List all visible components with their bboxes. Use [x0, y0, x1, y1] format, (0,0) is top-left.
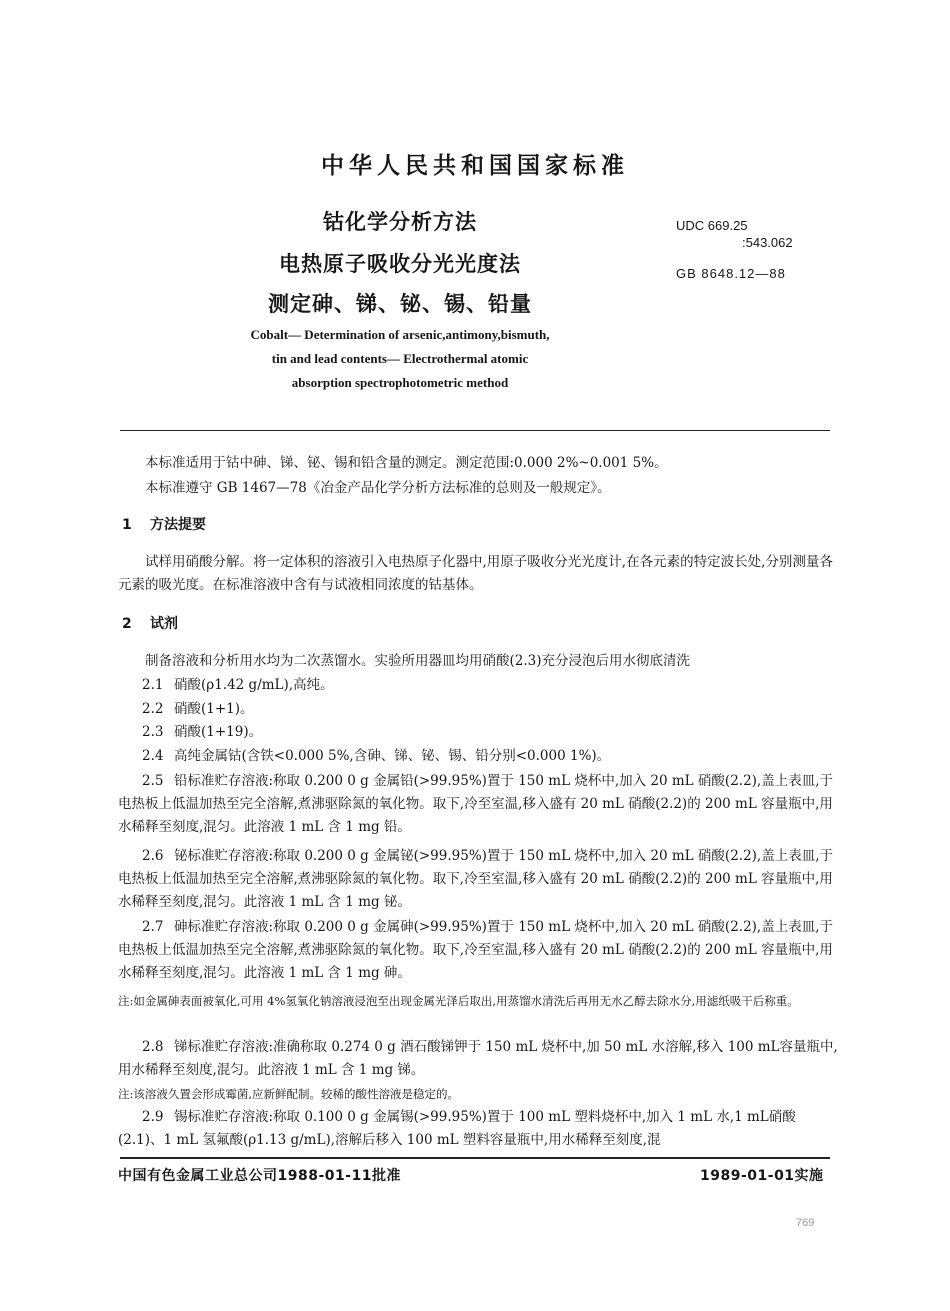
item-text: 锑标准贮存溶液:准确称取 0.274 0 g 酒石酸锑钾于 150 mL 烧杯中,加 50 mL 水溶解,移入 100 mL容量瓶中,用水稀释至刻度,混匀。此溶液 1 mL 含 1 mg 锑。: [118, 1039, 838, 1078]
english-title-line-1: Cobalt— Determination of arsenic,antimony,bismuth,: [250, 327, 550, 342]
item-text: 硝酸(1+1)。: [174, 701, 254, 717]
section-1-title: 方法提要: [150, 517, 206, 533]
note-arsenic: 注:如金属砷表面被氧化,可用 4%氢氧化钠溶液浸泡至出现金属光泽后取出,用蒸馏水清洗后再用无水乙醇去除水分,用滤纸吸干后称重。: [118, 994, 799, 1008]
document-title-line-2: 电热原子吸收分光光度法: [279, 252, 521, 276]
reagent-item: [118, 916, 838, 985]
udc-code-continued: :543.062: [742, 235, 793, 250]
item-text: 砷标准贮存溶液:称取 0.200 0 g 金属砷(>99.95%)置于 150 mL 烧杯中,加入 20 mL 硝酸(2.2),盖上表皿,于电热板上低温加热至完全溶解,煮沸驱除氮的氧化物。取下,冷至室温,移入盛有 20 mL 硝酸(2.2)的 200 mL 容量瓶中,用水稀释至刻度,混匀。此溶液 1 mL 含 1 mg 砷。: [118, 919, 834, 981]
footer-divider: [120, 1157, 830, 1159]
header-divider: [120, 430, 830, 431]
item-number: 2.7: [142, 919, 164, 935]
intro-scope: 本标准适用于钴中砷、锑、铋、锡和铅含量的测定。测定范围:0.000 2%~0.001 5%。: [145, 455, 668, 471]
item-number: 2.1: [142, 677, 164, 693]
document-title-line-1: 钴化学分析方法: [323, 210, 477, 234]
item-number: 2.8: [142, 1039, 164, 1055]
document-title-line-3: 测定砷、锑、铋、锡、铅量: [268, 292, 532, 316]
effective-date: 1989-01-01实施: [700, 1168, 824, 1184]
item-text: 铅标准贮存溶液:称取 0.200 0 g 金属铅(>99.95%)置于 150 mL 烧杯中,加入 20 mL 硝酸(2.2),盖上表皿,于电热板上低温加热至完全溶解,煮沸驱除氮的氧化物。取下,冷至室温,移入盛有 20 mL 硝酸(2.2)的 200 mL 容量瓶中,用水稀释至刻度,混匀。此溶液 1 mL 含 1 mg 铅。: [118, 773, 834, 835]
english-title-line-2: tin and lead contents— Electrothermal atomic: [271, 351, 529, 366]
gb-standard-number: GB 8648.12—88: [676, 266, 786, 281]
item-text: 硝酸(1+19)。: [174, 724, 263, 740]
section-2-title: 试剂: [150, 616, 178, 632]
item-text: 锡标准贮存溶液:称取 0.100 0 g 金属锡(>99.95%)置于 100 mL 塑料烧杯中,加入 1 mL 水,1 mL硝酸(2.1)、1 mL 氢氟酸(ρ1.13 g/mL),溶解后移入 100 mL 塑料容量瓶中,用水稀释至刻度,混: [118, 1109, 796, 1148]
section-1-heading: [122, 514, 206, 534]
item-text: 硝酸(ρ1.42 g/mL),高纯。: [174, 677, 334, 693]
reagent-item: [118, 1106, 838, 1152]
item-number: 2.6: [142, 848, 164, 864]
item-number: 2.4: [142, 748, 164, 764]
note-antimony: 注:该溶液久置会形成霉菌,应新鲜配制。较稀的酸性溶液是稳定的。: [118, 1087, 460, 1101]
reagent-item: [118, 1036, 838, 1082]
item-text: 高纯金属钴(含铁<0.000 5%,含砷、锑、铋、锡、铅分别<0.000 1%)。: [174, 748, 611, 764]
item-number: 2.5: [142, 773, 164, 789]
reagent-item: [118, 770, 838, 839]
reagent-item: [118, 845, 838, 914]
approval-line: 中国有色金属工业总公司1988-01-11批准: [118, 1168, 402, 1184]
reagent-item: [118, 745, 838, 768]
item-number: 2.3: [142, 724, 164, 740]
section-2-number: 2: [122, 616, 132, 632]
page-number: 769: [796, 1217, 815, 1229]
section-1-text: 试样用硝酸分解。将一定体积的溶液引入电热原子化器中,用原子吸收分光光度计,在各元素的特定波长处,分别测量各元素的吸光度。在标准溶液中含有与试液相同浓度的钴基体。: [118, 554, 833, 593]
standard-category-title: 中华人民共和国国家标准: [321, 153, 629, 179]
section-2-intro: 制备溶液和分析用水均为二次蒸馏水。实验所用器皿均用硝酸(2.3)充分浸泡后用水彻底清洗: [145, 653, 691, 669]
item-text: 铋标准贮存溶液:称取 0.200 0 g 金属铋(>99.95%)置于 150 mL 烧杯中,加入 20 mL 硝酸(2.2),盖上表皿,于电热板上低温加热至完全溶解,煮沸驱除氮的氧化物。取下,冷至室温,移入盛有 20 mL 硝酸(2.2)的 200 mL 容量瓶中,用水稀释至刻度,混匀。此溶液 1 mL 含 1 mg 铋。: [118, 848, 834, 910]
english-title-line-3: absorption spectrophotometric method: [291, 375, 509, 390]
item-number: 2.9: [142, 1109, 164, 1125]
intro-compliance: 本标准遵守 GB 1467—78《冶金产品化学分析方法标准的总则及一般规定》。: [145, 480, 611, 496]
udc-code: UDC 669.25: [676, 218, 748, 233]
item-number: 2.2: [142, 701, 164, 717]
reagent-item: [118, 698, 838, 721]
reagent-item: [118, 674, 838, 697]
section-2-heading: [122, 613, 178, 633]
reagent-item: [118, 721, 838, 744]
section-1-number: 1: [122, 517, 132, 533]
